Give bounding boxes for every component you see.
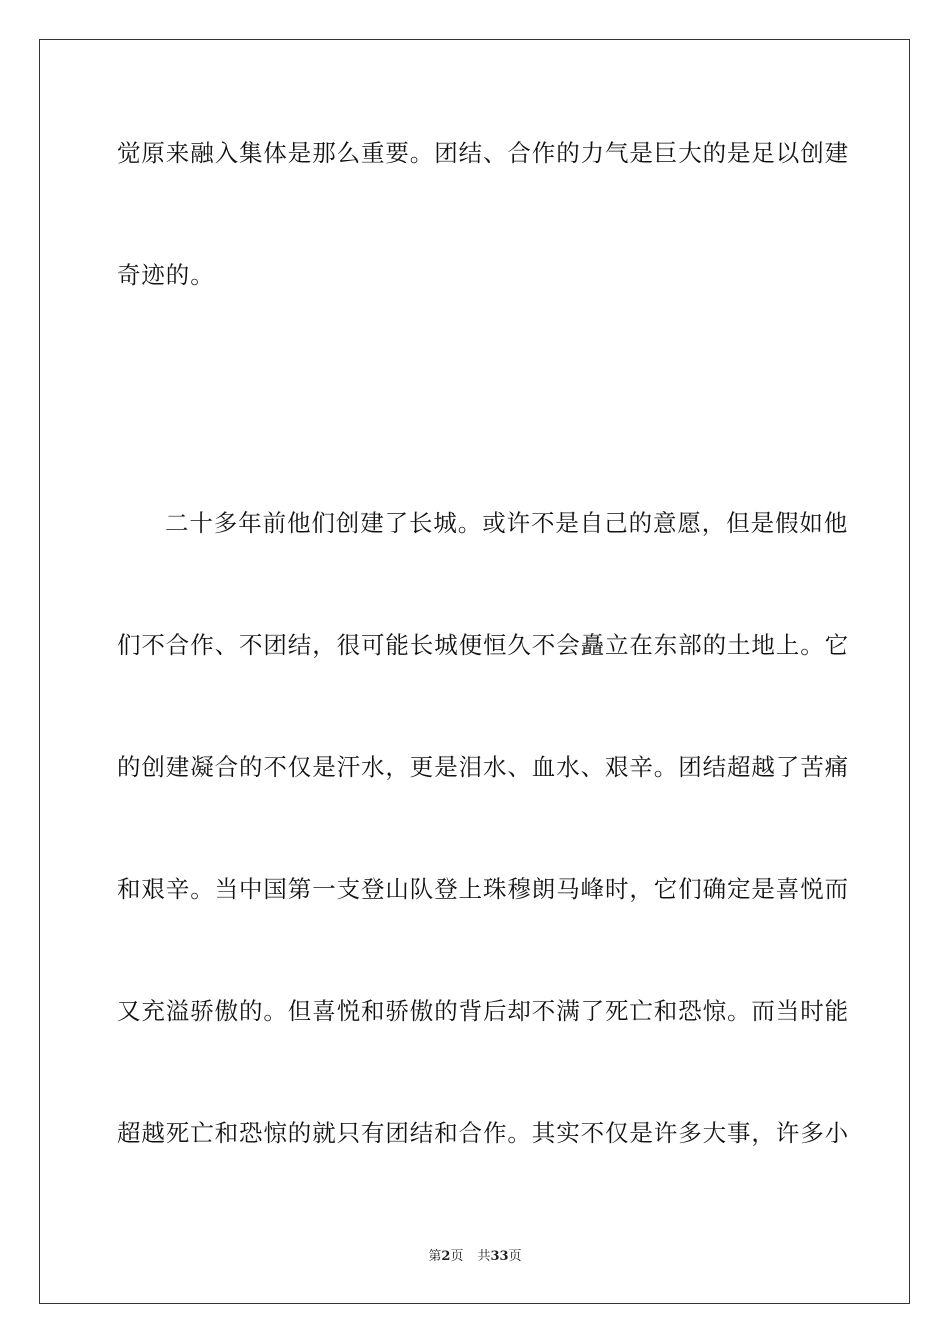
- paragraph-2-line-2: 们不合作、不团结，很可能长城便恒久不会矗立在东部的土地上。它: [117, 631, 849, 659]
- total-suffix: 页: [508, 1249, 522, 1264]
- paragraph-1-line-1: 觉原来融入集体是那么重要。团结、合作的力气是巨大的是足以创建: [117, 139, 849, 167]
- page-border: [39, 39, 910, 1304]
- total-prefix: 共: [477, 1249, 491, 1264]
- paragraph-2-line-4: 和艰辛。当中国第一支登山队登上珠穆朗马峰时，它们确定是喜悦而: [117, 875, 849, 903]
- paragraph-2-line-6: 超越死亡和恐惊的就只有团结和合作。其实不仅是许多大事，许多小: [117, 1119, 849, 1147]
- page-suffix: 页: [450, 1249, 464, 1264]
- page-number: 2: [441, 1249, 451, 1264]
- page-prefix: 第: [428, 1249, 442, 1264]
- paragraph-1-line-2: 奇迹的。: [117, 261, 215, 289]
- paragraph-2-line-1: 二十多年前他们创建了长城。或许不是自己的意愿，但是假如他: [165, 509, 849, 537]
- paragraph-2-line-3: 的创建凝合的不仅是汗水，更是泪水、血水、艰辛。团结超越了苦痛: [117, 753, 849, 781]
- total-pages: 33: [490, 1249, 509, 1264]
- page-footer: [0, 1248, 950, 1266]
- paragraph-2-line-5: 又充溢骄傲的。但喜悦和骄傲的背后却不满了死亡和恐惊。而当时能: [117, 997, 849, 1025]
